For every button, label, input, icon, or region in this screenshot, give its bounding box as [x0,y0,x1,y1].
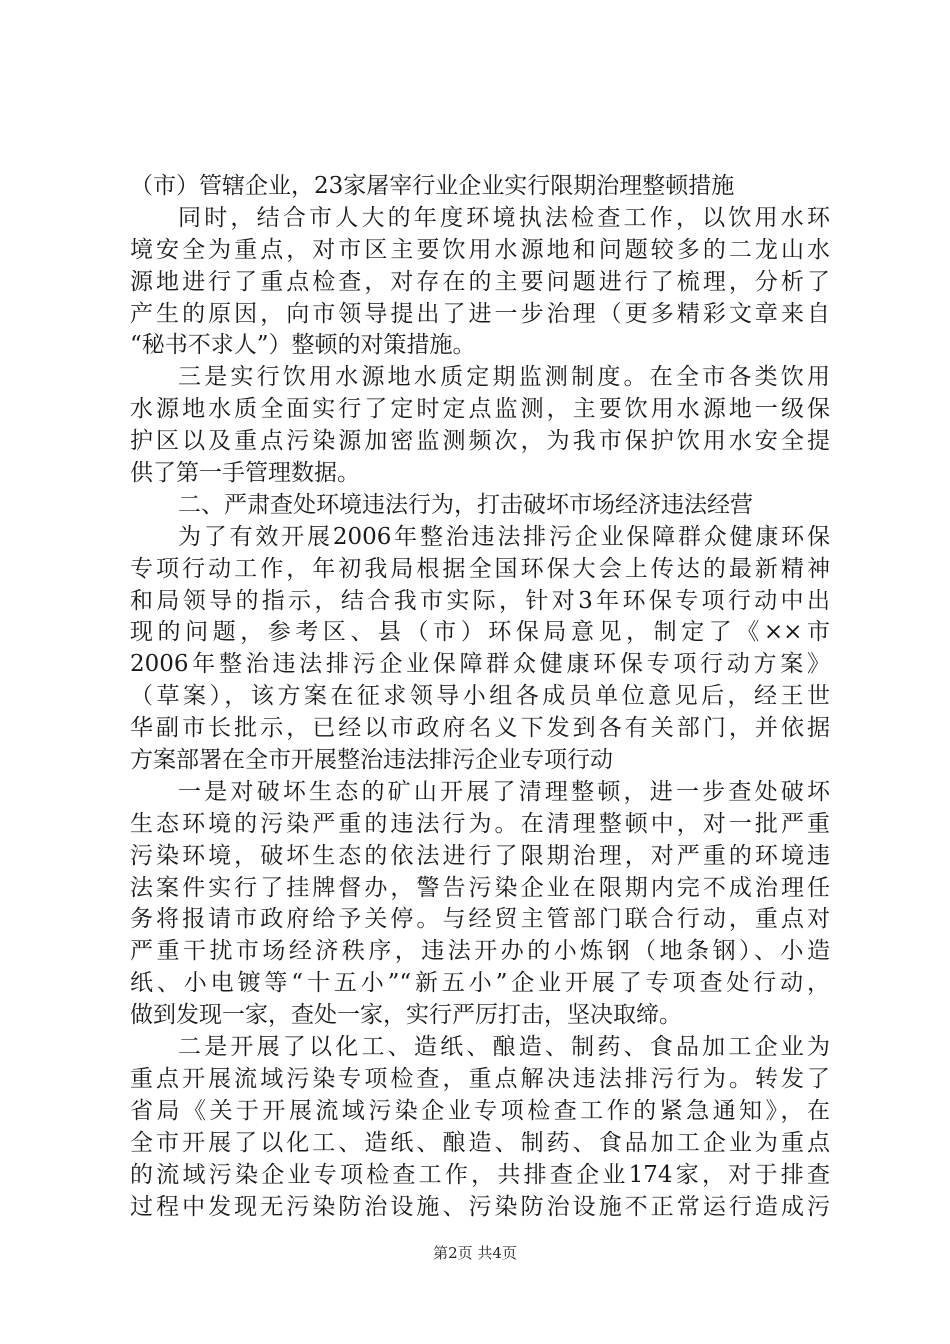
text-line: 的流域污染企业专项检查工作，共排查企业174家，对于排查 [130,1161,830,1188]
text-line: 为了有效开展2006年整治违法排污企业保障群众健康环保 [178,523,830,550]
text-line: 现的问题，参考区、县（市）环保局意见，制定了《××市 [130,619,830,646]
text-line: 重点开展流域污染专项检查，重点解决违法排污行为。转发了 [130,1065,830,1092]
text-line: 省局《关于开展流域污染企业专项检查工作的紧急通知》，在 [130,1097,830,1124]
text-line: 严重干扰市场经济秩序，违法开办的小炼钢（地条钢）、小造 [130,938,830,965]
text-line: 和局领导的指示，结合我市实际，针对3年环保专项行动中出 [130,587,830,614]
text-line: 生态环境的污染严重的违法行为。在清理整顿中，对一批严重 [130,810,830,837]
text-line: 三是实行饮用水源地水质定期监测制度。在全市各类饮用 [178,364,830,391]
text-line: 过程中发现无污染防治设施、污染防治设施不正常运行造成污 [130,1193,830,1220]
text-line: 法案件实行了挂牌督办，警告污染企业在限期内完不成治理任 [130,874,830,901]
text-line: （市）管辖企业，23家屠宰行业企业实行限期治理整顿措施 [130,173,735,199]
text-line: 产生的原因，向市领导提出了进一步治理（更多精彩文章来自 [130,300,830,327]
page-footer: 第2页 共4页 [433,1244,517,1262]
text-line: 专项行动工作，年初我局根据全国环保大会上传达的最新精神 [130,555,830,582]
text-line: 源地进行了重点检查，对存在的主要问题进行了梳理，分析了 [130,268,830,295]
text-line: （草案），该方案在征求领导小组各成员单位意见后，经王世 [130,683,830,710]
text-line: 护区以及重点污染源加密监测频次，为我市保护饮用水安全提 [130,428,830,455]
text-line: 全市开展了以化工、造纸、酿造、制药、食品加工企业为重点 [130,1129,830,1156]
text-line: 境安全为重点，对市区主要饮用水源地和问题较多的二龙山水 [130,236,830,263]
text-line: 二、严肃查处环境违法行为，打击破坏市场经济违法经营 [178,491,753,518]
text-line: 供了第一手管理数据。 [130,460,360,487]
text-line: 一是对破坏生态的矿山开展了清理整顿，进一步查处破坏 [178,778,830,805]
text-line: 方案部署在全市开展整治违法排污企业专项行动 [130,747,613,774]
text-line: 做到发现一家，查处一家，实行严厉打击，坚决取缔。 [130,1002,682,1029]
text-line: 华副市长批示，已经以市政府名义下发到各有关部门，并依据 [130,715,830,742]
text-line: “秘书不求人”）整顿的对策措施。 [130,332,476,359]
text-line: 污染环境，破坏生态的依法进行了限期治理，对严重的环境违 [130,842,830,869]
body-text [130,171,830,1223]
text-line: 纸、小电镀等“十五小”“新五小”企业开展了专项查处行动， [130,970,830,997]
text-line: 同时，结合市人大的年度环境执法检查工作，以饮用水环 [178,204,830,231]
text-line: 2006年整治违法排污企业保障群众健康环保专项行动方案》 [130,651,830,678]
text-line: 务将报请市政府给予关停。与经贸主管部门联合行动，重点对 [130,906,830,933]
text-line: 二是开展了以化工、造纸、酿造、制药、食品加工企业为 [178,1034,830,1061]
text-line: 水源地水质全面实行了定时定点监测，主要饮用水源地一级保 [130,396,830,423]
